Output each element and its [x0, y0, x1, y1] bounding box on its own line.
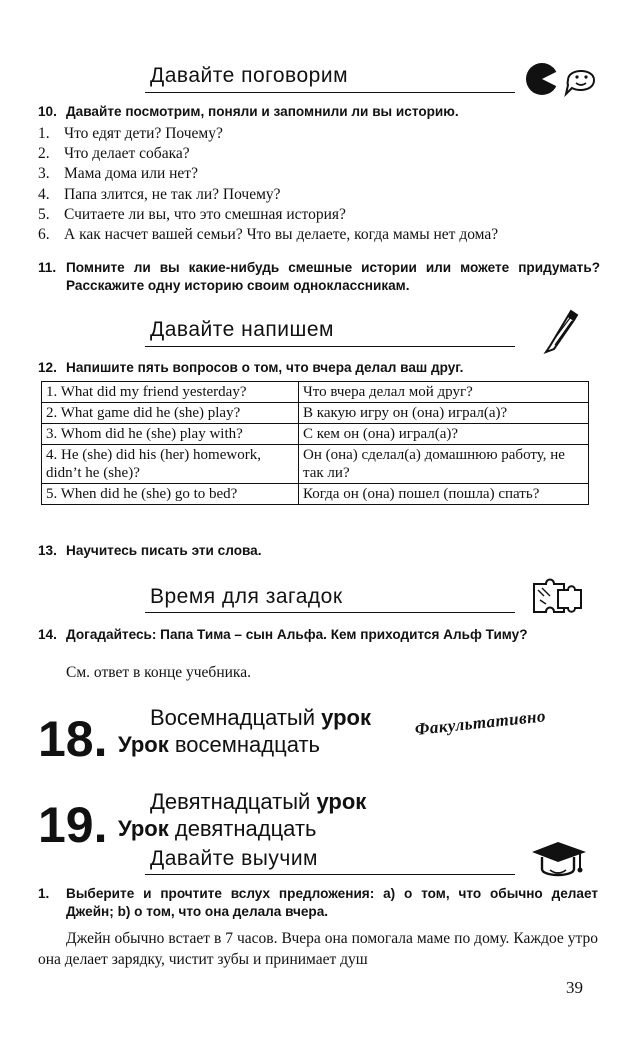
table-cell-en: 3. Whom did he (she) play with?: [42, 424, 299, 445]
task-text: Помните ли вы какие-нибудь смешные истории или можете придумать? Расскажите одну историю своим одноклассникам.: [66, 260, 600, 293]
list-item: 2. Что делает собака?: [38, 145, 190, 163]
page-number: 39: [566, 978, 583, 997]
list-item: 5. Считаете ли вы, что это смешная история?: [38, 205, 346, 223]
task-text: Научитесь писать эти слова.: [66, 543, 262, 558]
table-row: [42, 382, 589, 403]
task-13: [38, 542, 608, 560]
task-11: [38, 259, 600, 295]
task-text: Догадайтесь: Папа Тима – сын Альфа. Кем приходится Альф Тиму?: [66, 627, 528, 642]
list-item: 4. Папа злится, не так ли? Почему?: [38, 185, 281, 203]
list-item: 1. Что едят дети? Почему?: [38, 125, 223, 142]
table-row: [42, 424, 589, 445]
lesson-18-number: 18.: [38, 711, 108, 767]
task-number: 13.: [38, 543, 57, 558]
task-text: Выберите и прочтите вслух предложения: a) о том, что обычно делает Джейн; b) о том, что она делала вчера.: [66, 886, 598, 919]
section-title-riddles: Время для загадок: [150, 585, 343, 608]
lesson-18-title: Восемнадцатый урок: [150, 705, 371, 730]
table-cell-ru: Что вчера делал мой друг?: [299, 382, 589, 403]
table-cell-en: 4. He (she) did his (her) homework, didn’t he (she)?: [42, 445, 299, 484]
section-rule-riddles: [145, 612, 515, 613]
answer-reference: См. ответ в конце учебника.: [66, 664, 251, 681]
task-text: Напишите пять вопросов о том, что вчера делал ваш друг.: [66, 360, 464, 375]
table-row: [42, 445, 589, 484]
puzzle-icon: [528, 576, 584, 620]
task-1: [38, 885, 598, 921]
lesson-19-subtitle: Урок девятнадцать: [118, 816, 317, 841]
task-number: 12.: [38, 360, 57, 375]
table-cell-en: 5. When did he (she) go to bed?: [42, 484, 299, 505]
pencil-icon: [540, 306, 580, 354]
graduation-cap-icon: [528, 840, 590, 886]
task-number: 14.: [38, 627, 57, 642]
task-number: 1.: [38, 886, 50, 901]
lesson-19-number: 19.: [38, 797, 108, 853]
task-14: [38, 626, 603, 644]
section-rule-write: [145, 346, 515, 347]
table-row: [42, 403, 589, 424]
table-cell-en: 1. What did my friend yesterday?: [42, 382, 299, 403]
table-cell-en: 2. What game did he (she) play?: [42, 403, 299, 424]
speech-bubble-icon: [520, 58, 600, 100]
section-title-talk: Давайте поговорим: [150, 64, 349, 87]
reading-paragraph: Джейн обычно встает в 7 часов. Вчера она помогала маме по дому. Каждое утро она делает зарядку, чистит зубы и принимает душ: [38, 930, 598, 968]
table-cell-ru: С кем он (она) играл(а)?: [299, 424, 589, 445]
section-title-learn: Давайте выучим: [150, 847, 318, 870]
task-text: Давайте посмотрим, поняли и запомнили ли вы историю.: [66, 104, 459, 119]
table-cell-ru: Он (она) сделал(а) домашнюю работу, не так ли?: [299, 445, 589, 484]
task-10: [38, 103, 608, 121]
section-title-write: Давайте напишем: [150, 318, 334, 341]
list-item: 3. Мама дома или нет?: [38, 165, 198, 183]
questions-table: [41, 381, 589, 505]
table-cell-ru: Когда он (она) пошел (пошла) спать?: [299, 484, 589, 505]
task-number: 11.: [38, 260, 57, 275]
table-row: [42, 484, 589, 505]
section-rule-learn: [145, 874, 515, 875]
lesson-18-subtitle: Урок восемнадцать: [118, 732, 321, 757]
task-10-questions: [38, 124, 598, 245]
task-12: [38, 359, 608, 377]
section-rule-talk: [145, 92, 515, 93]
table-cell-ru: В какую игру он (она) играл(а)?: [299, 403, 589, 424]
task-number: 10.: [38, 104, 57, 119]
list-item: 6. А как насчет вашей семьи? Что вы делаете, когда мамы нет дома?: [38, 225, 499, 243]
lesson-19-title: Девятнадцатый урок: [150, 789, 367, 814]
optional-label: Факультативно: [413, 706, 547, 739]
